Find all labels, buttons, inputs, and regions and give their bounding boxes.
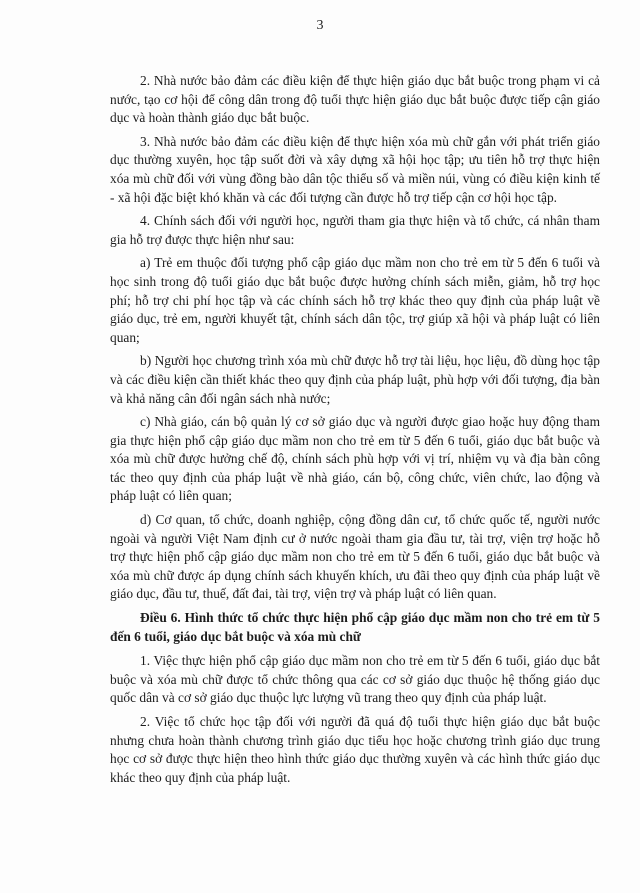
clause-3-paragraph: 3. Nhà nước bảo đảm các điều kiện để thực hiện xóa mù chữ gắn với phát triển giáo dục thường xuyên, học tập suốt đời và xây dựng xã hội học tập; ưu tiên hỗ trợ thực hiện xóa mù chữ đối với vùng đồng bào dân tộc thiểu số và miền núi, vùng có điều kiện kinh tế - xã hội đặc biệt khó khăn và các đối tượng cần được hỗ trợ tiếp cận cơ hội học tập.: [110, 133, 600, 205]
page-number: 3: [316, 18, 324, 33]
article-6-heading: Điều 6. Hình thức tổ chức thực hiện phổ cập giáo dục mầm non cho trẻ em từ 5 đến 6 tuổi, giáo dục bắt buộc và xóa mù chữ: [110, 610, 600, 644]
clause-2-paragraph: 2. Nhà nước bảo đảm các điều kiện để thực hiện giáo dục bắt buộc trong phạm vi cả nước, tạo cơ hội để công dân trong độ tuổi thực hiện giáo dục bắt buộc được tiếp cận giáo dục và hoàn thành giáo dục bắt buộc.: [110, 73, 600, 126]
article-6-clause-1-paragraph: 1. Việc thực hiện phổ cập giáo dục mầm non cho trẻ em từ 5 đến 6 tuổi, giáo dục bắt buộc và xóa mù chữ được tổ chức thông qua các cơ sở giáo dục thuộc hệ thống giáo dục quốc dân và cơ sở giáo dục thuộc lực lượng vũ trang theo quy định của pháp luật.: [110, 653, 600, 706]
point-c-paragraph: c) Nhà giáo, cán bộ quản lý cơ sở giáo dục và người được giao hoặc huy động tham gia thực hiện phổ cập giáo dục mầm non cho trẻ em từ 5 đến 6 tuổi, giáo dục bắt buộc và xóa mù chữ được hưởng chế độ, chính sách phù hợp với vị trí, nhiệm vụ và địa bàn công tác theo quy định của pháp luật về nhà giáo, cán bộ, công chức, viên chức, lao động và pháp luật có liên quan;: [110, 414, 600, 504]
point-d-paragraph: d) Cơ quan, tổ chức, doanh nghiệp, cộng đồng dân cư, tổ chức quốc tế, người nước ngoài và người Việt Nam định cư ở nước ngoài tham gia đầu tư, tài trợ, viện trợ hoặc hỗ trợ thực hiện phổ cập giáo dục mầm non cho trẻ em từ 5 đến 6 tuổi, giáo dục bắt buộc và xóa mù chữ được áp dụng chính sách khuyến khích, ưu đãi theo quy định của pháp luật về giáo dục, đầu tư, thuế, đất đai, tài trợ, viện trợ và pháp luật có liên quan.: [110, 512, 600, 602]
article-6-clause-2-paragraph: 2. Việc tổ chức học tập đối với người đã quá độ tuổi thực hiện giáo dục bắt buộc nhưng chưa hoàn thành chương trình giáo dục tiểu học hoặc chương trình giáo dục trung học cơ sở được thực hiện theo hình thức giáo dục thường xuyên và các hình thức giáo dục khác theo quy định của pháp luật.: [110, 714, 600, 785]
document-body: [110, 72, 600, 792]
point-a-paragraph: a) Trẻ em thuộc đối tượng phổ cập giáo dục mầm non cho trẻ em từ 5 đến 6 tuổi và học sinh trong độ tuổi giáo dục bắt buộc được hưởng chính sách miễn, giảm, hỗ trợ học phí; hỗ trợ chi phí học tập và các chính sách hỗ trợ khác theo quy định của pháp luật về giáo dục, trẻ em, người khuyết tật, chính sách dân tộc, trợ giúp xã hội và pháp luật có liên quan;: [110, 255, 600, 345]
point-b-paragraph: b) Người học chương trình xóa mù chữ được hỗ trợ tài liệu, học liệu, đồ dùng học tập và các điều kiện cần thiết khác theo quy định của pháp luật, phù hợp với đối tượng, địa bàn và khả năng cân đối ngân sách nhà nước;: [110, 353, 600, 406]
clause-4-paragraph: 4. Chính sách đối với người học, người tham gia thực hiện và tổ chức, cá nhân tham gia hỗ trợ được thực hiện như sau:: [110, 213, 600, 247]
